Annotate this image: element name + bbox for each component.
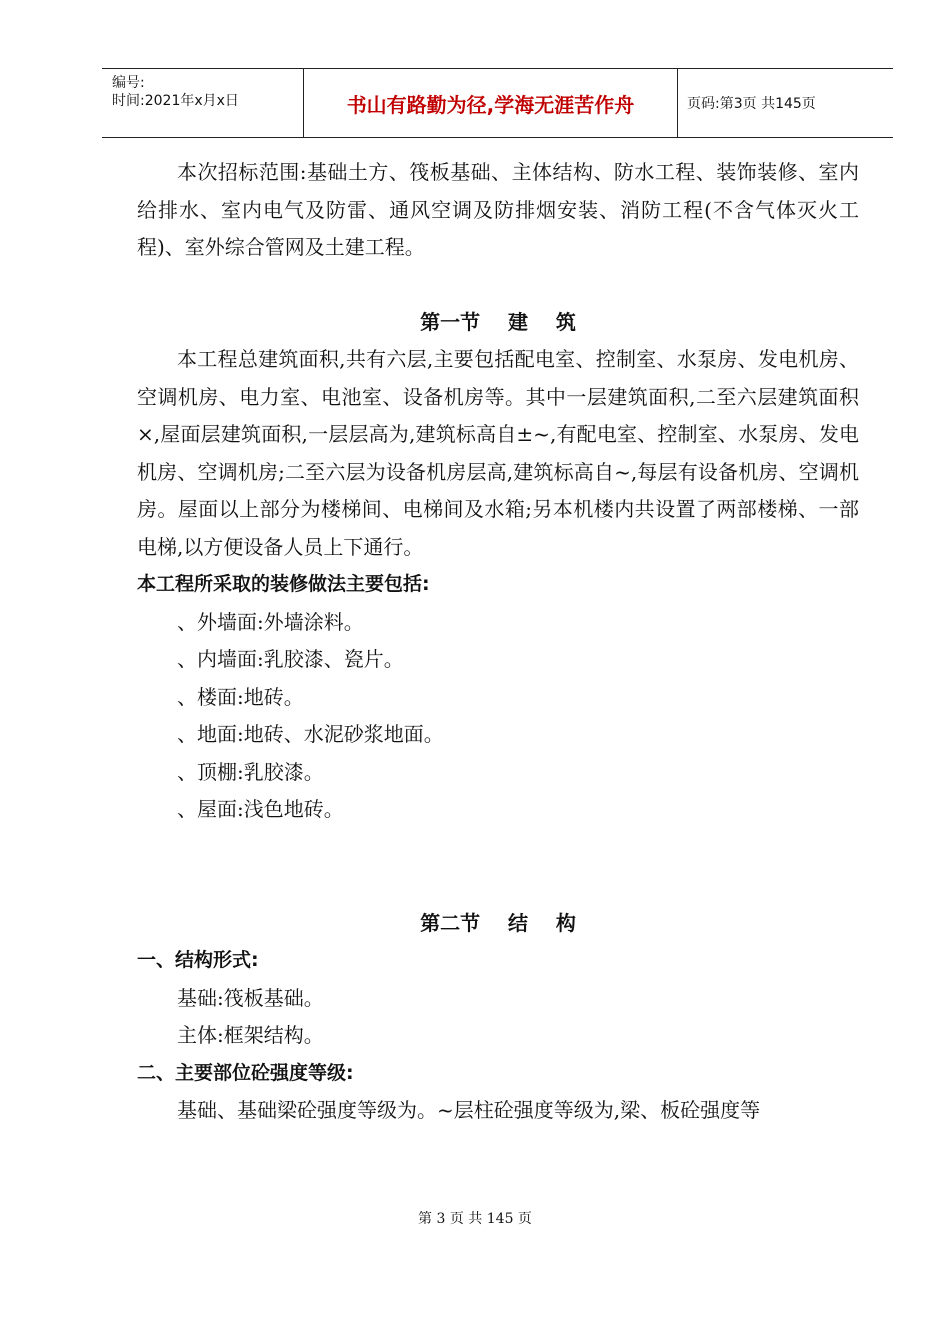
page-footer: 第 3 页 共 145 页 bbox=[418, 1211, 532, 1227]
decoration-item: 、外墙面:外墙涂料。 bbox=[177, 609, 364, 634]
decoration-item: 、顶棚:乳胶漆。 bbox=[177, 759, 324, 784]
section2-title: 第二节 结 构 bbox=[420, 910, 576, 935]
header-motto: 书山有路勤为径,学海无涯苦作舟 bbox=[304, 69, 678, 137]
decoration-item: 、地面:地砖、水泥砂浆地面。 bbox=[177, 722, 444, 746]
header-meta bbox=[102, 69, 304, 137]
decoration-heading: 本工程所采取的装修做法主要包括: bbox=[137, 573, 430, 595]
structure-form-heading: 一、结构形式: bbox=[137, 949, 259, 971]
concrete-grade-paragraph: 基础、基础梁砼强度等级为。~层柱砼强度等级为,梁、板砼强度等 bbox=[177, 1098, 761, 1122]
decoration-item: 、屋面:浅色地砖。 bbox=[177, 797, 344, 821]
page-header bbox=[102, 68, 893, 138]
structure-item: 主体:框架结构。 bbox=[177, 1023, 324, 1047]
number-label: 编号: bbox=[112, 75, 145, 91]
decoration-item: 、内墙面:乳胶漆、瓷片。 bbox=[177, 647, 404, 671]
decoration-item: 、楼面:地砖。 bbox=[177, 684, 304, 709]
structure-item: 基础:筏板基础。 bbox=[177, 985, 324, 1010]
concrete-grade-heading: 二、主要部位砼强度等级: bbox=[137, 1061, 354, 1084]
document-body bbox=[137, 154, 859, 1130]
section1-paragraph: 本工程总建筑面积,共有六层,主要包括配电室、控制室、水泵房、发电机房、空调机房、电力室、电池室、设备机房等。其中一层建筑面积,二至六层建筑面积×,屋面层建筑面积,一层层高为,建筑标高自±~,有配电室、控制室、水泵房、发电机房、空调机房;二至六层为设备机房层高,建筑标高自~,每层有设备机房、空调机房。屋面以上部分为楼梯间、电梯间及水箱;另本机楼内共设置了两部楼梯、一部电梯,以方便设备人员上下通行。 bbox=[137, 347, 859, 559]
header-page-info: 页码:第3页 共145页 bbox=[687, 96, 816, 112]
scope-paragraph: 本次招标范围:基础土方、筏板基础、主体结构、防水工程、装饰装修、室内给排水、室内电气及防雷、通风空调及防排烟安装、消防工程(不含气体灭火工程)、室外综合管网及土建工程。 bbox=[137, 160, 859, 259]
section1-title: 第一节 建 筑 bbox=[420, 309, 576, 334]
time-label: 时间:2021年x月x日 bbox=[112, 93, 239, 109]
